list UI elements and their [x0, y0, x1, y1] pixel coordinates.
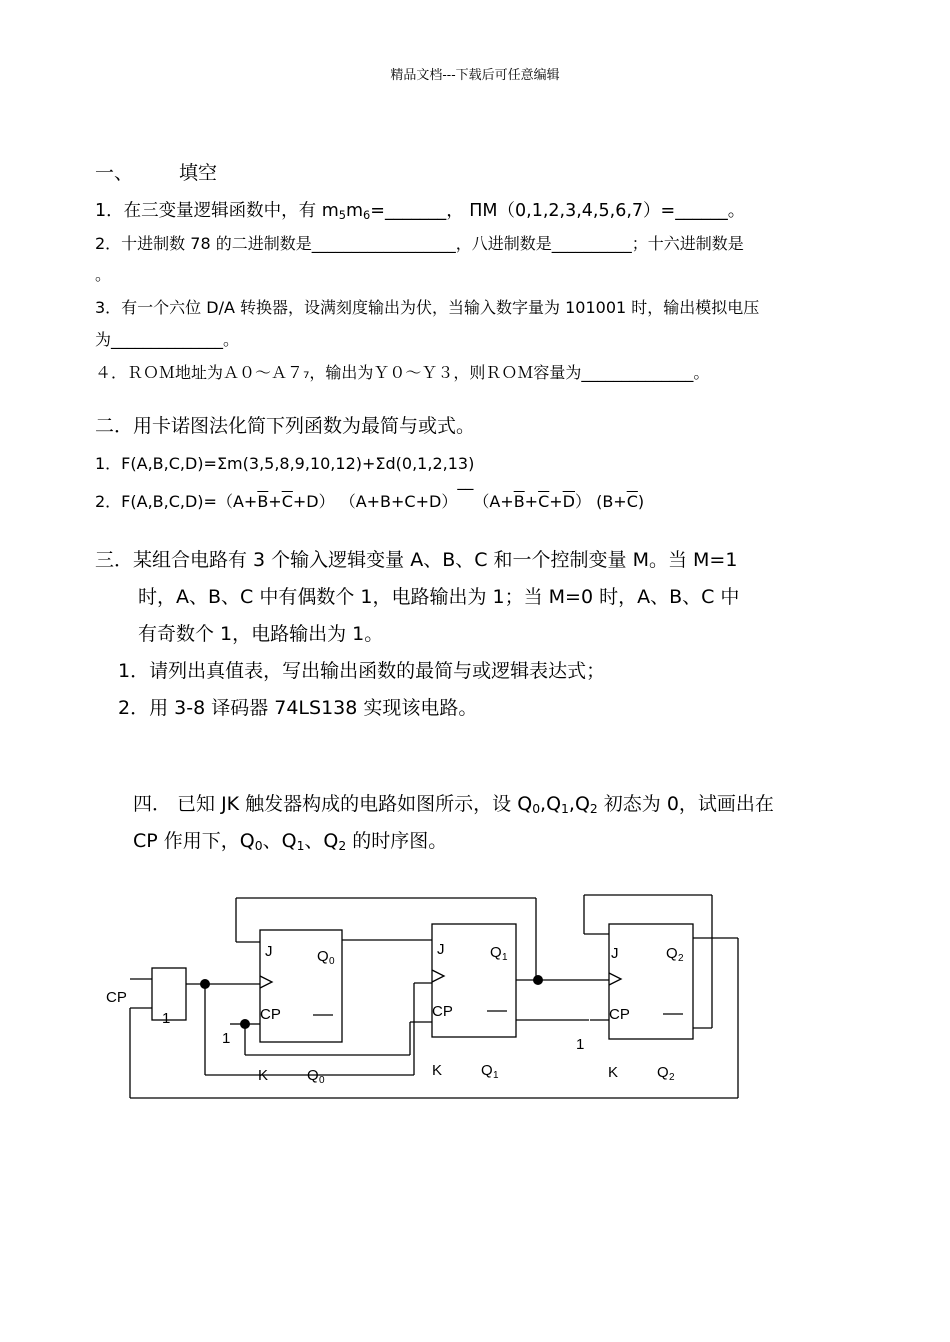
- svg-text:Q: Q: [317, 948, 329, 965]
- svg-text:J: J: [265, 943, 273, 960]
- svg-text:0: 0: [329, 956, 335, 967]
- svg-text:Q: Q: [666, 945, 678, 962]
- section1-heading: 填空: [179, 162, 218, 184]
- svg-text:CP: CP: [260, 1006, 281, 1023]
- svg-text:Q: Q: [657, 1064, 669, 1081]
- question-1-3: 3．有一个六位 D/A 转换器，设满刻度输出为伏，当输入数字量为 101001 时，输出模拟电压: [95, 298, 760, 317]
- svg-text:CP: CP: [609, 1006, 630, 1023]
- section1-title: [95, 158, 217, 185]
- svg-text:Q: Q: [307, 1067, 319, 1084]
- page-header: 精品文档---下载后可任意编辑: [390, 68, 560, 83]
- svg-text:Q: Q: [481, 1062, 493, 1079]
- flipflop-1: [432, 924, 516, 1037]
- section3-item-1: 1．请列出真值表，写出输出函数的最简与或逻辑表达式；: [118, 660, 606, 682]
- svg-text:J: J: [611, 945, 619, 962]
- svg-text:0: 0: [319, 1075, 325, 1086]
- junction-dot: [533, 975, 543, 985]
- question-1-4: ４．ＲＯＭ地址为Ａ０～Ａ７₇，输出为Ｙ０～Ｙ３，则ＲＯＭ容量为______________。: [95, 363, 710, 382]
- svg-text:1: 1: [222, 1030, 231, 1047]
- section4-line-2: CP 作用下，$Q_0$、$Q_1$、$Q_2$ 的时序图。: [133, 830, 448, 854]
- svg-text:1: 1: [493, 1070, 499, 1081]
- section1-num: 一、: [95, 162, 134, 184]
- section3-line-3: 有奇数个 1，电路输出为 1。: [138, 623, 384, 645]
- section3-line-1: 三．某组合电路有 3 个输入逻辑变量 A、B、C 和一个控制变量 M。当 M=1: [95, 549, 738, 571]
- svg-text:J: J: [437, 941, 445, 958]
- svg-text:1: 1: [502, 952, 508, 963]
- svg-text:K: K: [608, 1064, 619, 1081]
- svg-text:2: 2: [669, 1072, 675, 1083]
- section3-line-2: 时，A、B、C 中有偶数个 1，电路输出为 1；当 M=0 时，A、B、C 中: [138, 586, 740, 608]
- function-1: 1．F(A,B,C,D)=Σm(3,5,8,9,10,12)+Σd(0,1,2,13): [95, 454, 475, 473]
- question-1-3-tail: 为______________。: [95, 330, 240, 349]
- svg-text:Q: Q: [490, 944, 502, 961]
- junction-dot: [240, 1019, 250, 1029]
- question-1-2: 2．十进制数 78 的二进制数是__________________，八进制数是__________；十六进制数是: [95, 234, 744, 253]
- question-1-2-tail: 。: [95, 265, 112, 284]
- svg-text:K: K: [258, 1067, 269, 1084]
- svg-text:2: 2: [678, 953, 684, 964]
- section4-line-1: 四． 已知 JK 触发器构成的电路如图所示，设 $Q_0,Q_1,Q_2$ 初态为 0，试画出在: [133, 793, 774, 817]
- junction-dot: [200, 979, 210, 989]
- question-1-1: 1．在三变量逻辑函数中，有 $m_5m_6=\_\_\_\_\_\_\_$， ΠM（0,1,2,3,4,5,6,7）=______。: [95, 201, 746, 222]
- svg-text:1: 1: [576, 1036, 585, 1053]
- svg-text:CP: CP: [432, 1003, 453, 1020]
- svg-text:K: K: [432, 1062, 443, 1079]
- jk-flipflop-circuit: [100, 890, 860, 1110]
- not-gate-label: 1: [162, 1010, 171, 1027]
- section2-title: 二．用卡诺图法化简下列函数为最简与或式。: [95, 415, 476, 437]
- section3-item-2: 2．用 3-8 译码器 74LS138 实现该电路。: [118, 697, 478, 719]
- cp-input-label: CP: [106, 989, 127, 1006]
- function-2: 2．$F(A,B,C,D)=(A+\overline{B}+\overline{C}+D)$ $(A+B+C+D)‾‾(A+\overline{B}+\overline{C}+\overline{D})$ $(B+\overline{C})$: [95, 486, 645, 511]
